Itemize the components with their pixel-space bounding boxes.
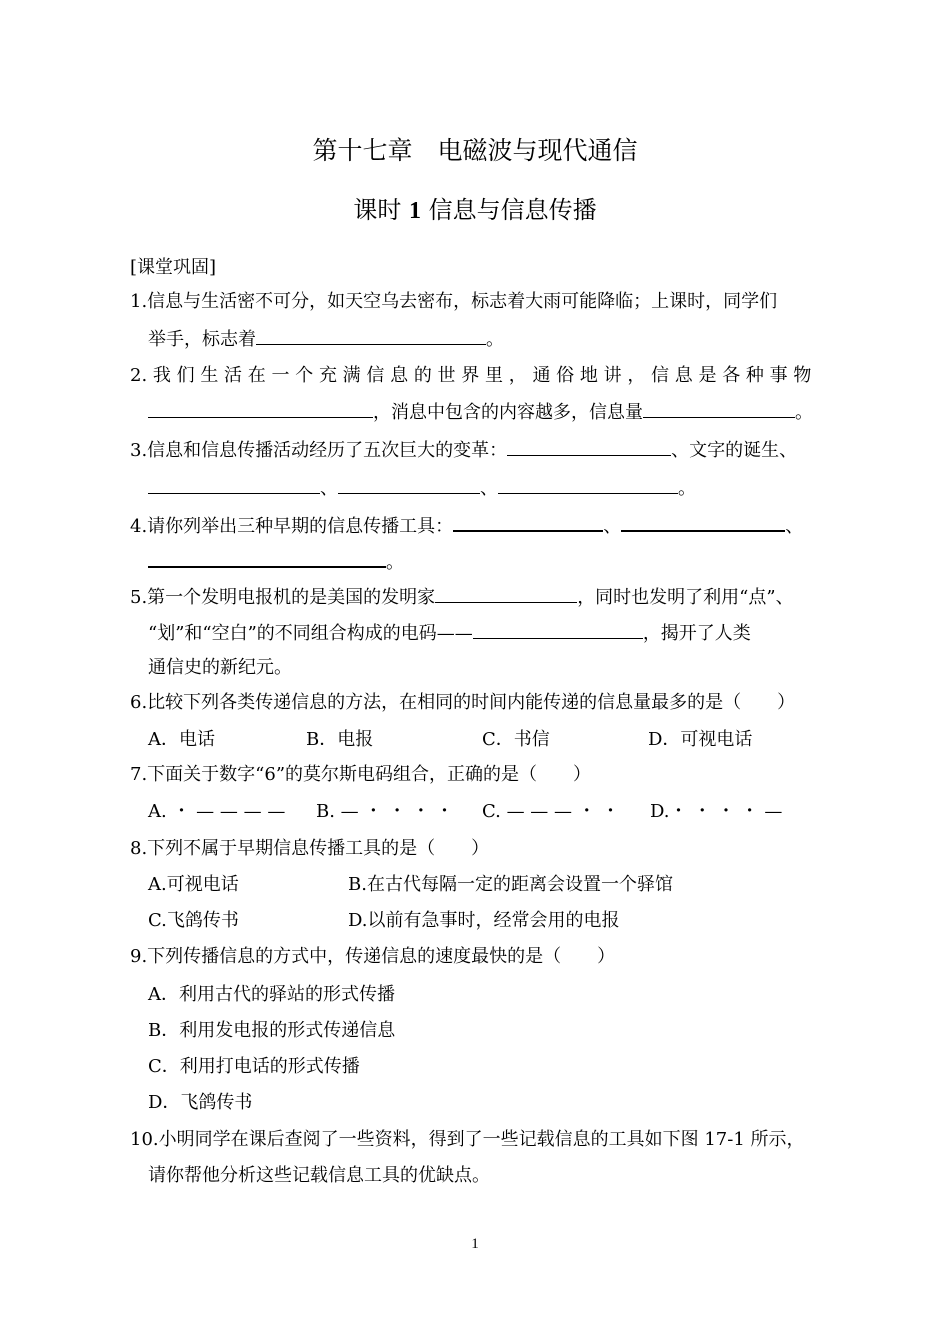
chapter-title: 第十七章 电磁波与现代通信 bbox=[312, 136, 638, 165]
q5-blank-2[interactable] bbox=[473, 620, 643, 639]
q4-sep-2: 、 bbox=[785, 516, 804, 537]
q3-line1 bbox=[130, 437, 797, 463]
q6-stem: 6.比较下列各类传递信息的方法，在相同的时间内能传递的信息量最多的是（ ） bbox=[130, 692, 796, 713]
lesson-title-suffix: 信息与信息传播 bbox=[428, 196, 597, 224]
q8-option-c[interactable]: C.飞鸽传书 bbox=[148, 910, 239, 931]
q2-line1: 2. 我 们 生 活 在 一 个 充 满 信 息 的 世 界 里 ， 通 俗 地 讲 ， 信 息 是 各 种 事 物 bbox=[130, 365, 812, 386]
q5-text-2: ，同时也发明了利用“点”、 bbox=[577, 587, 794, 608]
q6-option-d[interactable]: D．可视电话 bbox=[648, 729, 753, 750]
q7-option-b[interactable]: B. — ・ ・ ・ ・ bbox=[316, 801, 454, 822]
q3-sep-1: 、 bbox=[320, 478, 338, 499]
section-heading: [课堂巩固] bbox=[130, 257, 217, 278]
q10-line1: 10.小明同学在课后查阅了一些资料，得到了一些记载信息的工具如下图 17-1 所示， bbox=[130, 1129, 805, 1150]
q3-blank-2[interactable] bbox=[148, 475, 320, 494]
q1-end: 。 bbox=[486, 329, 504, 350]
q8-option-d[interactable]: D.以前有急事时，经常会用的电报 bbox=[348, 910, 620, 931]
q5-text-3: “划”和“空白”的不同组合构成的电码—— bbox=[148, 623, 473, 644]
q2-blank-1[interactable] bbox=[148, 399, 373, 418]
q5-text-4: ，揭开了人类 bbox=[642, 623, 751, 644]
q8-stem: 8.下列不属于早期信息传播工具的是（ ） bbox=[130, 838, 490, 859]
q4-text: 4.请你列举出三种早期的信息传播工具： bbox=[130, 516, 454, 537]
q9-option-d[interactable]: D．飞鸽传书 bbox=[148, 1092, 253, 1113]
q6-option-c[interactable]: C．书信 bbox=[482, 729, 550, 750]
q4-blank-3[interactable] bbox=[148, 548, 386, 568]
q5-line2 bbox=[148, 620, 751, 646]
q1-line1: 1.信息与生活密不可分，如天空乌去密布，标志着大雨可能降临；上课时，同学们 bbox=[130, 291, 778, 312]
lesson-title-prefix: 课时 bbox=[353, 196, 402, 224]
q5-line1 bbox=[130, 584, 794, 610]
q4-blank-2[interactable] bbox=[621, 512, 785, 532]
q3-blank-3[interactable] bbox=[338, 475, 480, 494]
q7-option-d[interactable]: D.・ ・ ・ ・ — bbox=[650, 801, 783, 822]
q4-blank-1[interactable] bbox=[453, 512, 603, 532]
q1-text: 举手，标志着 bbox=[148, 329, 256, 350]
q5-line3: 通信史的新纪元。 bbox=[148, 657, 292, 678]
q1-blank[interactable] bbox=[256, 326, 486, 345]
q8-option-b[interactable]: B.在古代每隔一定的距离会设置一个驿馆 bbox=[348, 874, 673, 895]
q2-blank-2[interactable] bbox=[643, 399, 795, 418]
q2-text: ，消息中包含的内容越多，信息量 bbox=[373, 402, 643, 423]
q5-text-1: 5.第一个发明电报机的是美国的发明家 bbox=[130, 587, 436, 608]
q7-stem: 7.下面关于数字“6”的莫尔斯电码组合，正确的是（ ） bbox=[130, 764, 592, 785]
lesson-title bbox=[0, 194, 950, 227]
q8-option-a[interactable]: A.可视电话 bbox=[148, 874, 239, 895]
q9-option-a[interactable]: A．利用古代的驿站的形式传播 bbox=[148, 984, 395, 1005]
q4-sep-1: 、 bbox=[603, 516, 622, 537]
q9-stem: 9.下列传播信息的方式中，传递信息的速度最快的是（ ） bbox=[130, 946, 616, 967]
q4-line2 bbox=[148, 548, 404, 575]
page-number: 1 bbox=[471, 1236, 479, 1252]
q7-option-c[interactable]: C. — — — ・ ・ bbox=[482, 801, 620, 822]
q3-line2 bbox=[148, 475, 696, 501]
q6-option-b[interactable]: B．电报 bbox=[306, 729, 374, 750]
q1-line2 bbox=[148, 326, 504, 352]
lesson-number: 1 bbox=[409, 198, 421, 224]
q3-blank-4[interactable] bbox=[498, 475, 678, 494]
q5-blank-1[interactable] bbox=[435, 584, 577, 603]
q3-text-2: 、文字的诞生、 bbox=[671, 440, 798, 461]
q9-option-b[interactable]: B．利用发电报的形式传递信息 bbox=[148, 1020, 396, 1041]
q4-end: 。 bbox=[386, 552, 404, 573]
q9-option-c[interactable]: C．利用打电话的形式传播 bbox=[148, 1056, 360, 1077]
q2-end: 。 bbox=[795, 402, 813, 423]
q3-blank-1[interactable] bbox=[507, 437, 671, 456]
q6-option-a[interactable]: A．电话 bbox=[148, 729, 215, 750]
q3-sep-2: 、 bbox=[480, 478, 498, 499]
q7-option-a[interactable]: A. ・ — — — — bbox=[148, 801, 286, 822]
q10-line2: 请你帮他分析这些记载信息工具的优缺点。 bbox=[148, 1165, 490, 1186]
q4-line1 bbox=[130, 512, 803, 539]
q2-line2 bbox=[148, 399, 813, 425]
q3-text: 3.信息和信息传播活动经历了五次巨大的变革： bbox=[130, 440, 508, 461]
q3-end: 。 bbox=[678, 478, 696, 499]
